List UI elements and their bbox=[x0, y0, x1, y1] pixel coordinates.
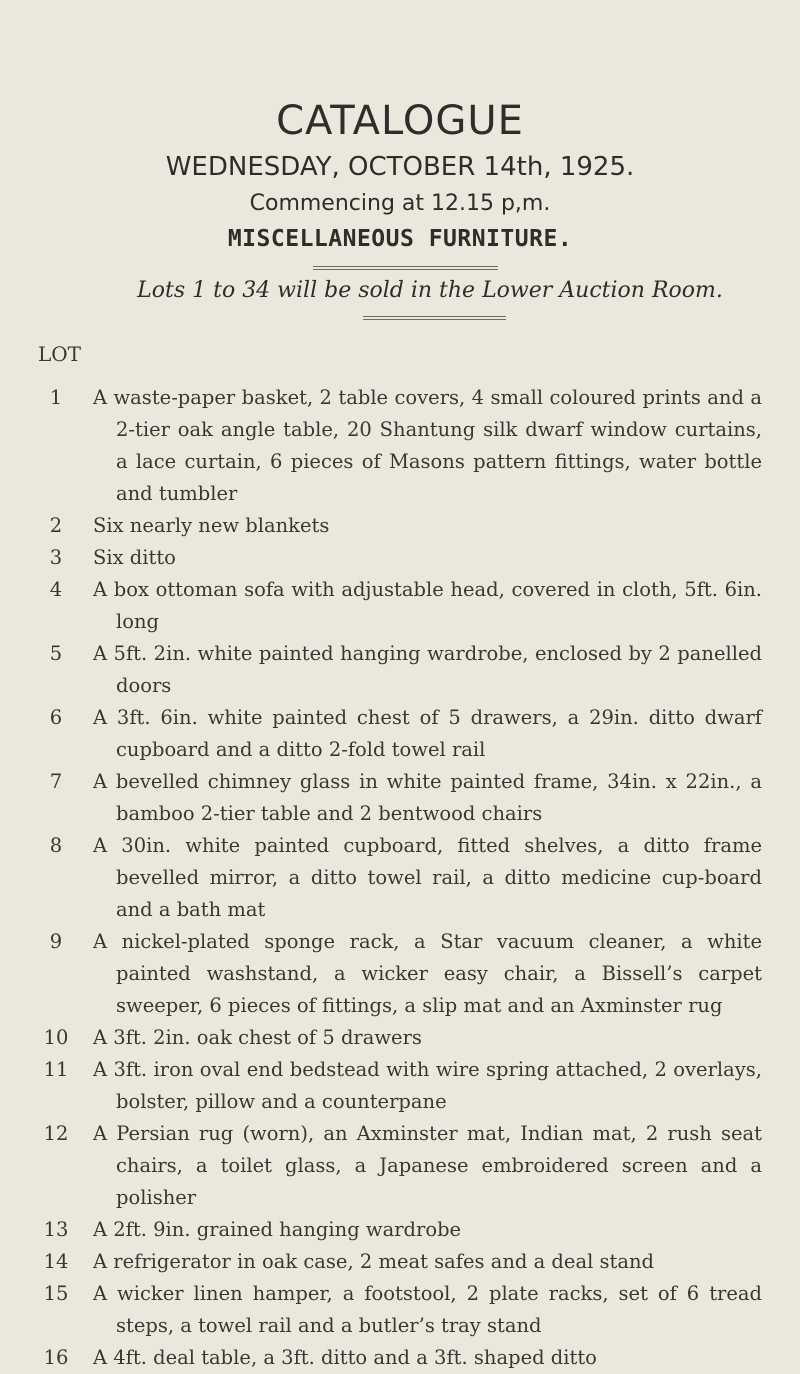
lot-entry bbox=[0, 510, 800, 542]
lot-number: 8 bbox=[49, 834, 63, 857]
lot-entry bbox=[0, 766, 800, 830]
lot-description: A waste-paper basket, 2 table covers, 4 small coloured prints and a 2-tier oak angle table, 20 Shantung silk dwarf window curtains, a lace curtain, 6 pieces of Masons pattern fittings, water bottle and tumbler bbox=[93, 386, 762, 505]
lot-description: A nickel-plated sponge rack, a Star vacuum cleaner, a white painted washstand, a wicker easy chair, a Bissell’s carpet sweeper, 6 pieces of fittings, a slip mat and an Axminster rug bbox=[93, 930, 762, 1017]
lot-entry bbox=[0, 702, 800, 766]
lot-entry bbox=[0, 382, 800, 510]
lot-entry bbox=[0, 926, 800, 1022]
lot-description: A 30in. white painted cupboard, fitted shelves, a ditto frame bevelled mirror, a ditto towel rail, a ditto medicine cup-board and a bath mat bbox=[93, 834, 762, 921]
lot-description: A 4ft. deal table, a 3ft. ditto and a 3ft. shaped ditto bbox=[93, 1346, 597, 1369]
lot-description: A box ottoman sofa with adjustable head, covered in cloth, 5ft. 6in. long bbox=[93, 578, 762, 633]
lot-description: A 3ft. 2in. oak chest of 5 drawers bbox=[93, 1026, 422, 1049]
lot-number: 3 bbox=[49, 546, 63, 569]
section-heading: MISCELLANEOUS FURNITURE. bbox=[227, 226, 573, 252]
catalogue-title: CATALOGUE bbox=[276, 98, 524, 144]
lot-description: Six ditto bbox=[93, 546, 176, 569]
lot-number: 1 bbox=[49, 386, 63, 409]
lot-number: 10 bbox=[43, 1026, 69, 1049]
lot-number: 15 bbox=[43, 1282, 69, 1305]
lot-entry bbox=[0, 574, 800, 638]
lot-entry bbox=[0, 1214, 800, 1246]
lot-entry bbox=[0, 638, 800, 702]
lot-entry bbox=[0, 1022, 800, 1054]
lot-number: 7 bbox=[49, 770, 63, 793]
lot-description: Six nearly new blankets bbox=[93, 514, 330, 537]
divider-top bbox=[313, 266, 498, 270]
lot-description: A 3ft. iron oval end bedstead with wire spring attached, 2 overlays, bolster, pillow and a counterpane bbox=[93, 1058, 762, 1113]
lot-number: 11 bbox=[43, 1058, 69, 1081]
lot-entry bbox=[0, 1342, 800, 1374]
lot-description: A Persian rug (worn), an Axminster mat, Indian mat, 2 rush seat chairs, a toilet glass, a Japanese embroidered screen and a polisher bbox=[93, 1122, 762, 1209]
divider-bottom bbox=[363, 316, 506, 320]
lot-description: A bevelled chimney glass in white painted frame, 34in. x 22in., a bamboo 2-tier table and 2 bentwood chairs bbox=[93, 770, 762, 825]
lot-number: 12 bbox=[43, 1122, 69, 1145]
lot-entry bbox=[0, 1054, 800, 1118]
lot-description: A 5ft. 2in. white painted hanging wardrobe, enclosed by 2 panelled doors bbox=[93, 642, 762, 697]
start-time: Commencing at 12.15 p,m. bbox=[249, 191, 551, 216]
sale-date: WEDNESDAY, OCTOBER 14th, 1925. bbox=[165, 152, 635, 182]
lot-number: 9 bbox=[49, 930, 63, 953]
lot-description: A wicker linen hamper, a footstool, 2 plate racks, set of 6 tread steps, a towel rail and a butler’s tray stand bbox=[93, 1282, 762, 1337]
lot-description: A 3ft. 6in. white painted chest of 5 drawers, a 29in. ditto dwarf cupboard and a ditto 2-fold towel rail bbox=[93, 706, 762, 761]
lot-entry bbox=[0, 1118, 800, 1214]
lot-entry bbox=[0, 1278, 800, 1342]
lots-location-note: Lots 1 to 34 will be sold in the Lower Auction Room. bbox=[137, 278, 723, 303]
lot-number: 14 bbox=[43, 1250, 69, 1273]
lot-number: 5 bbox=[49, 642, 63, 665]
lot-description: A 2ft. 9in. grained hanging wardrobe bbox=[93, 1218, 462, 1241]
lot-number: 2 bbox=[49, 514, 63, 537]
lot-number: 6 bbox=[49, 706, 63, 729]
lot-entry bbox=[0, 542, 800, 574]
lot-entry bbox=[0, 830, 800, 926]
lot-description: A refrigerator in oak case, 2 meat safes and a deal stand bbox=[93, 1250, 655, 1273]
lot-number: 13 bbox=[43, 1218, 69, 1241]
lot-list bbox=[0, 382, 800, 1374]
lot-number: 4 bbox=[49, 578, 63, 601]
lot-column-heading: LOT bbox=[38, 342, 82, 366]
lot-number: 16 bbox=[43, 1346, 69, 1369]
lot-entry bbox=[0, 1246, 800, 1278]
